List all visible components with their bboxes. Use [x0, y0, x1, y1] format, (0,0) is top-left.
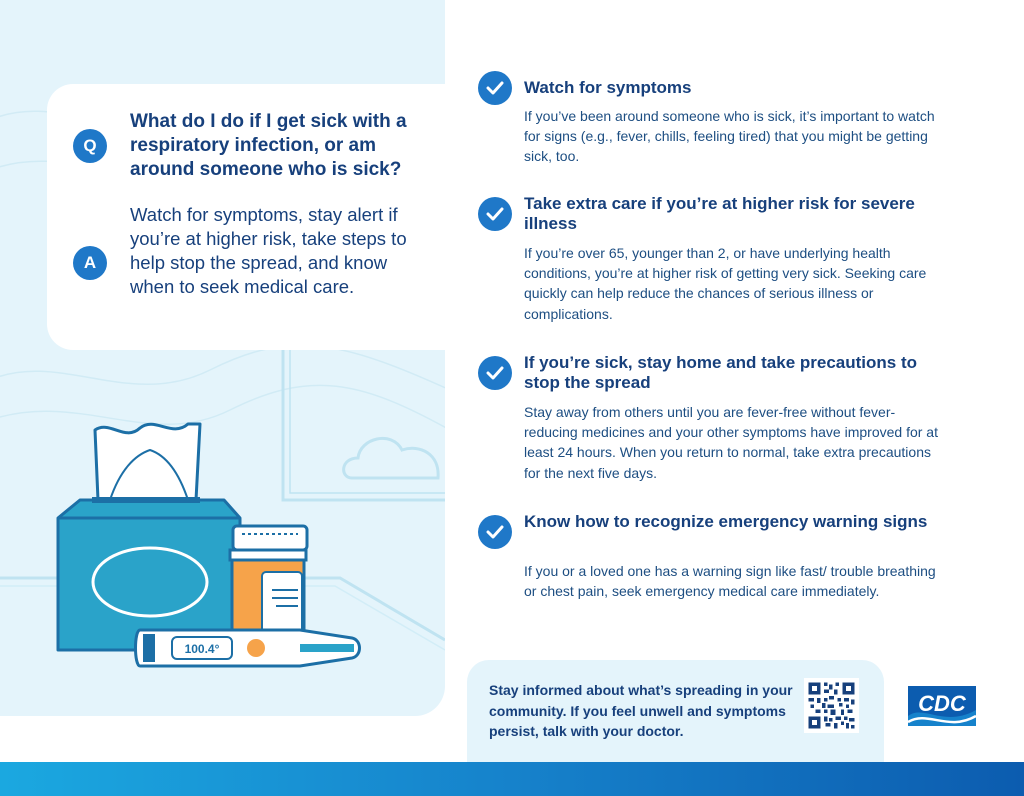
call-to-action-text: Stay informed about what’s spreading in your community. If you feel unwell and symptoms persist, talk with your doctor.	[489, 682, 793, 739]
checkmark-icon	[478, 71, 512, 105]
item-body: If you’ve been around someone who is sick, it’s important to watch for signs (e.g., fever, chills, feeling tired) that you might be getting sick, too.	[524, 108, 935, 165]
item-body: If you or a loved one has a warning sign like fast/ trouble breathing or chest pain, seek emergency medical care immediately.	[524, 563, 936, 600]
item-emergency-signs	[478, 512, 948, 632]
item-title: Take extra care if you’re at higher risk for severe illness	[524, 194, 915, 233]
item-title: Know how to recognize emergency warning signs	[524, 512, 928, 531]
qr-code-icon[interactable]	[804, 678, 859, 733]
item-title: If you’re sick, stay home and take precautions to stop the spread	[524, 353, 918, 392]
left-panel	[0, 0, 445, 716]
bottom-gradient-bar	[0, 762, 1024, 796]
item-title: Watch for symptoms	[524, 78, 692, 97]
call-to-action-box	[467, 660, 884, 762]
question-text: What do I do if I get sick with a respiratory infection, or am around someone who is sick?	[130, 111, 407, 180]
question-badge: Q	[73, 129, 107, 163]
sick-items-illustration	[0, 350, 445, 716]
item-higher-risk	[478, 194, 948, 334]
thermometer-icon	[136, 630, 360, 666]
cloud-icon	[344, 438, 439, 478]
item-stay-home	[478, 353, 948, 493]
answer-badge: A	[73, 246, 107, 280]
qa-card	[47, 84, 445, 350]
item-body: Stay away from others until you are fever-free without fever-reducing medicines and your other symptoms have improved for at least 24 hours. When you return to normal, take extra precautions for the next five days.	[524, 404, 938, 481]
cdc-logo	[904, 682, 980, 730]
checkmark-icon	[478, 515, 512, 549]
tissue-box-icon	[58, 424, 240, 650]
item-body: If you’re over 65, younger than 2, or have underlying health conditions, you’re at higher risk of getting very sick. Seeking care quickly can help reduce the chances of serious illness or complications.	[524, 245, 927, 322]
cdc-logo-text: CDC	[918, 691, 966, 716]
checkmark-icon	[478, 356, 512, 390]
answer-text: Watch for symptoms, stay alert if you’re at higher risk, take steps to help stop the spread, and know when to seek medical care.	[130, 204, 407, 297]
item-watch-symptoms	[478, 71, 948, 171]
checkmark-icon	[478, 197, 512, 231]
thermometer-reading: 100.4°	[184, 642, 220, 656]
